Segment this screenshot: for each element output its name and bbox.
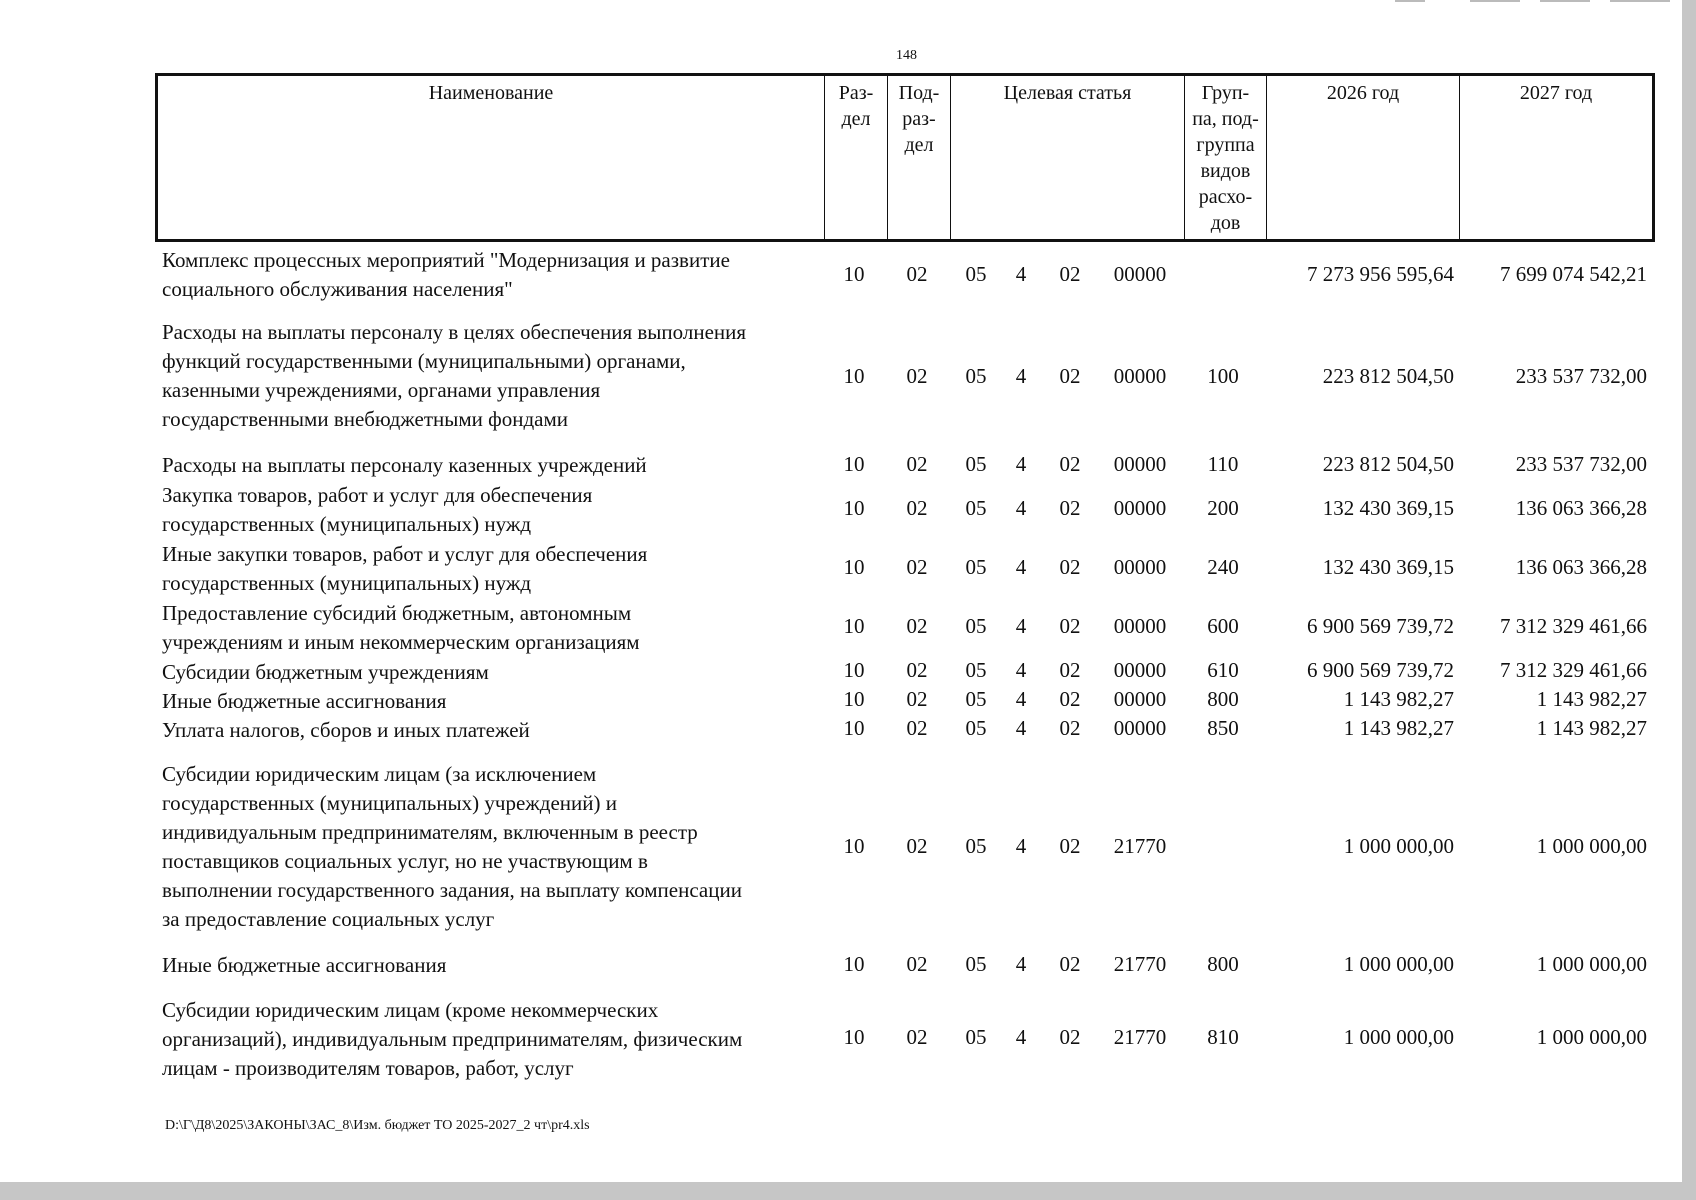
header-name: Наименование [157, 75, 825, 241]
cell-podrazdel: 02 [906, 952, 928, 976]
cell-y2027: 1 000 000,00 [1536, 834, 1647, 858]
cell-cs3: 02 [1059, 952, 1081, 976]
cell-y2026: 223 812 504,50 [1322, 452, 1454, 476]
row-name [162, 451, 822, 480]
cell-podrazdel: 02 [906, 687, 928, 711]
cell-cs3: 02 [1059, 555, 1081, 579]
row-name-line: Расходы на выплаты персоналу в целях обеспечения выполнения [162, 320, 747, 344]
row-name [162, 951, 822, 980]
row-name [162, 687, 822, 716]
row-name-line: Закупка товаров, работ и услуг для обеспечения [162, 483, 593, 507]
cell-cs2: 4 [1015, 1025, 1027, 1049]
cell-y2026: 1 143 982,27 [1343, 716, 1454, 740]
cell-y2026: 132 430 369,15 [1322, 555, 1454, 579]
cell-group: 610 [1207, 658, 1239, 682]
cell-cs2: 4 [1015, 496, 1027, 520]
row-name-line: казенными учреждениями, органами управления [162, 378, 601, 402]
cell-y2027: 1 143 982,27 [1536, 716, 1647, 740]
cell-podrazdel: 02 [906, 716, 928, 740]
cell-y2027: 136 063 366,28 [1515, 496, 1647, 520]
cell-podrazdel: 02 [906, 834, 928, 858]
cell-y2027: 7 312 329 461,66 [1500, 658, 1647, 682]
cell-y2027: 1 000 000,00 [1536, 1025, 1647, 1049]
cell-podrazdel: 02 [906, 614, 928, 638]
cell-cs4: 21770 [1113, 1025, 1167, 1049]
row-name [162, 760, 822, 934]
cell-cs1: 05 [965, 452, 987, 476]
row-name [162, 540, 822, 598]
cell-y2027: 233 537 732,00 [1515, 364, 1647, 388]
row-name [162, 996, 822, 1083]
row-name-line: Уплата налогов, сборов и иных платежей [162, 718, 530, 742]
row-name-line: социального обслуживания населения" [162, 277, 513, 301]
cell-razdel: 10 [843, 952, 865, 976]
cell-y2026: 223 812 504,50 [1322, 364, 1454, 388]
cell-cs4: 00000 [1113, 716, 1167, 740]
row-name-line: поставщиков социальных услуг, но не участвующим в [162, 849, 648, 873]
row-name-line: Субсидии юридическим лицам (кроме некоммерческих [162, 998, 659, 1022]
cell-cs1: 05 [965, 262, 987, 286]
cell-cs1: 05 [965, 496, 987, 520]
cell-cs1: 05 [965, 555, 987, 579]
cell-y2027: 136 063 366,28 [1515, 555, 1647, 579]
row-name [162, 716, 822, 745]
row-name-line: государственными внебюджетными фондами [162, 407, 569, 431]
cell-group: 200 [1207, 496, 1239, 520]
cell-group: 850 [1207, 716, 1239, 740]
row-name [162, 246, 822, 304]
header-razdel: Раз- дел [825, 75, 888, 241]
cell-podrazdel: 02 [906, 658, 928, 682]
cell-cs2: 4 [1015, 716, 1027, 740]
header-year-2026: 2026 год [1267, 75, 1460, 241]
cell-y2026: 6 900 569 739,72 [1307, 614, 1454, 638]
cell-cs1: 05 [965, 716, 987, 740]
cell-razdel: 10 [843, 364, 865, 388]
row-name-line: учреждениям и иным некоммерческим организациям [162, 630, 640, 654]
cell-y2027: 233 537 732,00 [1515, 452, 1647, 476]
cell-cs3: 02 [1059, 1025, 1081, 1049]
row-name-line: Расходы на выплаты персоналу казенных учреждений [162, 453, 647, 477]
row-name-line: лицам - производителям товаров, работ, услуг [162, 1056, 574, 1080]
header-podrazdel: Под- раз- дел [888, 75, 951, 241]
cell-y2027: 1 143 982,27 [1536, 687, 1647, 711]
page-number: 148 [896, 48, 917, 63]
cell-cs1: 05 [965, 658, 987, 682]
row-name-line: Иные закупки товаров, работ и услуг для обеспечения [162, 542, 648, 566]
cell-razdel: 10 [843, 614, 865, 638]
cell-razdel: 10 [843, 687, 865, 711]
cell-podrazdel: 02 [906, 555, 928, 579]
cell-cs2: 4 [1015, 364, 1027, 388]
cell-cs3: 02 [1059, 716, 1081, 740]
cell-cs3: 02 [1059, 496, 1081, 520]
cell-y2026: 1 000 000,00 [1343, 834, 1454, 858]
cell-y2026: 1 000 000,00 [1343, 1025, 1454, 1049]
cell-y2026: 7 273 956 595,64 [1307, 262, 1454, 286]
row-name-line: Субсидии бюджетным учреждениям [162, 660, 489, 684]
header-target-article: Целевая статья [951, 75, 1185, 241]
row-name [162, 481, 822, 539]
cell-cs4: 00000 [1113, 658, 1167, 682]
cell-cs2: 4 [1015, 687, 1027, 711]
row-name-line: Предоставление субсидий бюджетным, автономным [162, 601, 632, 625]
row-name-line: Иные бюджетные ассигнования [162, 953, 447, 977]
row-name-line: Комплекс процессных мероприятий "Модернизация и развитие [162, 248, 730, 272]
cell-group: 240 [1207, 555, 1239, 579]
cell-razdel: 10 [843, 496, 865, 520]
cell-cs1: 05 [965, 834, 987, 858]
row-name-line: Субсидии юридическим лицам (за исключением [162, 762, 597, 786]
cell-podrazdel: 02 [906, 364, 928, 388]
cell-y2026: 1 000 000,00 [1343, 952, 1454, 976]
cell-y2026: 6 900 569 739,72 [1307, 658, 1454, 682]
cell-cs2: 4 [1015, 952, 1027, 976]
cell-cs2: 4 [1015, 834, 1027, 858]
row-name-line: за предоставление социальных услуг [162, 907, 495, 931]
cell-podrazdel: 02 [906, 1025, 928, 1049]
cell-podrazdel: 02 [906, 452, 928, 476]
row-name-line: государственных (муниципальных) нужд [162, 512, 532, 536]
row-name-line: функций государственными (муниципальными) органами, [162, 349, 686, 373]
cell-razdel: 10 [843, 1025, 865, 1049]
cell-cs4: 00000 [1113, 364, 1167, 388]
file-path-footer: D:\Г\Д8\2025\ЗАКОНЫ\ЗАС_8\Изм. бюджет ТО 2025-2027_2 чт\pr4.xls [165, 1118, 590, 1133]
cell-cs4: 00000 [1113, 262, 1167, 286]
cell-razdel: 10 [843, 452, 865, 476]
cell-cs3: 02 [1059, 262, 1081, 286]
cell-cs4: 00000 [1113, 687, 1167, 711]
cell-razdel: 10 [843, 716, 865, 740]
cell-group: 810 [1207, 1025, 1239, 1049]
cell-cs4: 00000 [1113, 452, 1167, 476]
cell-cs3: 02 [1059, 452, 1081, 476]
cell-cs1: 05 [965, 1025, 987, 1049]
cell-cs3: 02 [1059, 658, 1081, 682]
row-name [162, 599, 822, 657]
cell-cs3: 02 [1059, 614, 1081, 638]
cell-group: 100 [1207, 364, 1239, 388]
cell-cs3: 02 [1059, 834, 1081, 858]
cell-cs2: 4 [1015, 452, 1027, 476]
cell-y2027: 1 000 000,00 [1536, 952, 1647, 976]
cell-razdel: 10 [843, 834, 865, 858]
cell-cs1: 05 [965, 364, 987, 388]
cell-razdel: 10 [843, 555, 865, 579]
cell-cs2: 4 [1015, 658, 1027, 682]
cell-cs1: 05 [965, 614, 987, 638]
cell-podrazdel: 02 [906, 262, 928, 286]
cell-cs2: 4 [1015, 614, 1027, 638]
cell-y2026: 132 430 369,15 [1322, 496, 1454, 520]
cell-cs3: 02 [1059, 364, 1081, 388]
row-name-line: организаций), индивидуальным предпринимателям, физическим [162, 1027, 743, 1051]
cell-y2027: 7 699 074 542,21 [1500, 262, 1647, 286]
row-name-line: индивидуальным предпринимателям, включенным в реестр [162, 820, 698, 844]
row-name-line: выполнении государственного задания, на выплату компенсации [162, 878, 742, 902]
cell-cs2: 4 [1015, 262, 1027, 286]
row-name [162, 658, 822, 687]
cell-group: 800 [1207, 952, 1239, 976]
row-name-line: государственных (муниципальных) нужд [162, 571, 532, 595]
cell-cs3: 02 [1059, 687, 1081, 711]
cell-cs1: 05 [965, 687, 987, 711]
cell-razdel: 10 [843, 262, 865, 286]
cell-y2026: 1 143 982,27 [1343, 687, 1454, 711]
row-name [162, 318, 822, 434]
header-expense-group: Груп- па, под- группа видов расхо- дов [1185, 75, 1267, 241]
cell-cs4: 21770 [1113, 834, 1167, 858]
cell-cs4: 00000 [1113, 614, 1167, 638]
cell-cs4: 21770 [1113, 952, 1167, 976]
cell-razdel: 10 [843, 658, 865, 682]
cell-cs2: 4 [1015, 555, 1027, 579]
cell-y2027: 7 312 329 461,66 [1500, 614, 1647, 638]
cell-group: 600 [1207, 614, 1239, 638]
cell-cs4: 00000 [1113, 496, 1167, 520]
row-name-line: государственных (муниципальных) учреждений) и [162, 791, 618, 815]
cell-cs4: 00000 [1113, 555, 1167, 579]
cell-group: 110 [1207, 452, 1239, 476]
header-year-2027: 2027 год [1460, 75, 1654, 241]
cell-podrazdel: 02 [906, 496, 928, 520]
cell-cs1: 05 [965, 952, 987, 976]
cell-group: 800 [1207, 687, 1239, 711]
row-name-line: Иные бюджетные ассигнования [162, 689, 447, 713]
